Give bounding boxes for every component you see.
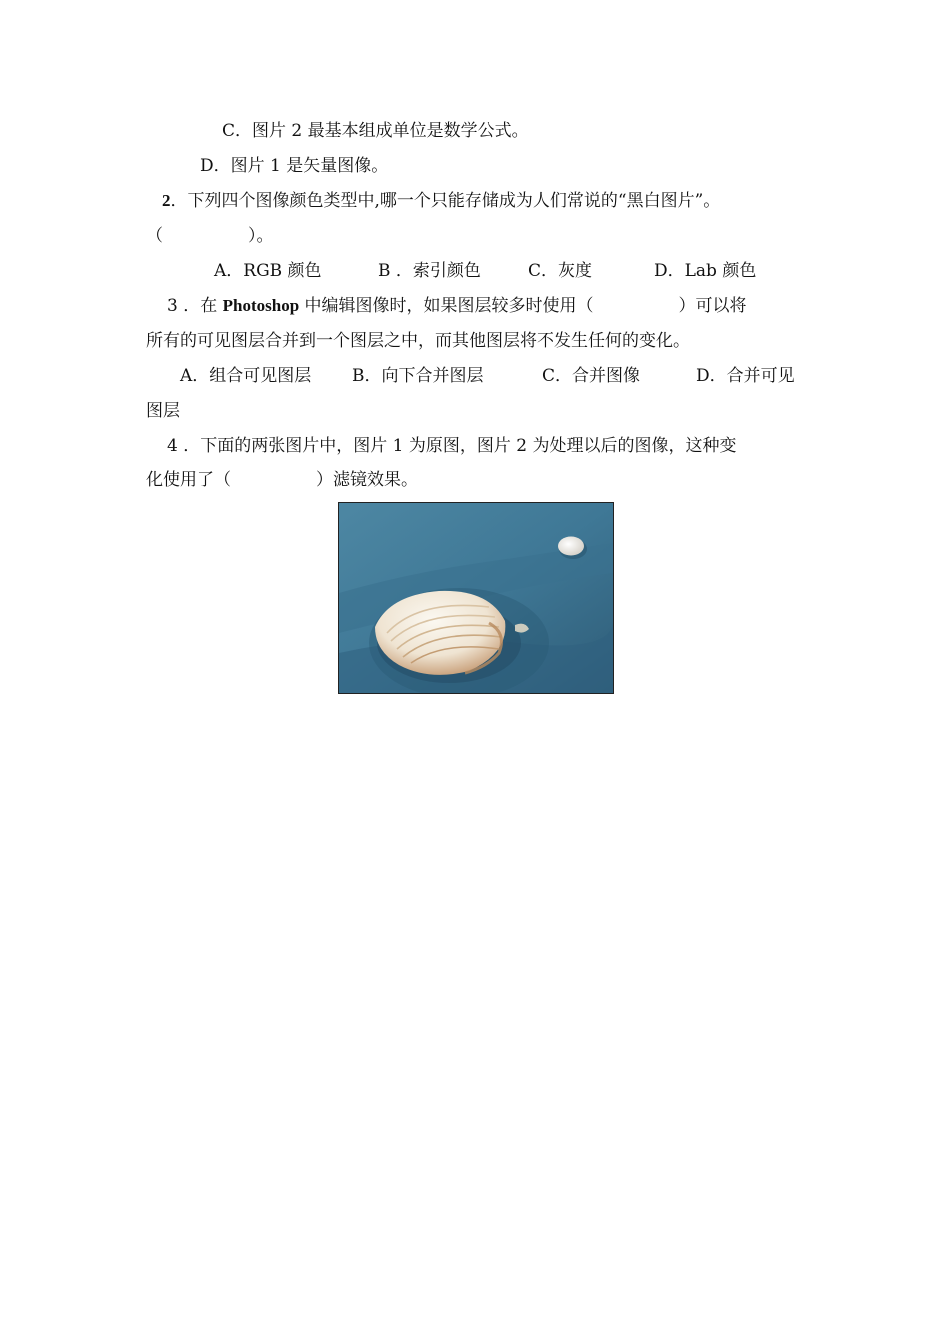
seashell-photo-icon: [339, 503, 613, 693]
q3-suffix: 中编辑图像时，如果图层较多时使用（ ）可以将: [299, 296, 747, 316]
q2-number: 2: [162, 191, 171, 210]
q1-option-c: C．图片 2 最基本组成单位是数学公式。: [222, 121, 529, 141]
q3-option-d-wrap: 图层: [146, 401, 180, 421]
q4-question-line2: 化使用了（ ）滤镜效果。: [146, 470, 418, 490]
q3-app-name: Photoshop: [222, 296, 300, 315]
q3-option-c: C．合并图像: [542, 366, 641, 386]
q3-option-a: A．组合可见图层: [180, 366, 312, 386]
q2-text: ．下列四个图像颜色类型中,哪一个只能存储成为人们常说的“黑白图片”。: [170, 191, 721, 211]
q3-question-line2: 所有的可见图层合并到一个图层之中，而其他图层将不发生任何的变化。: [146, 331, 690, 351]
q3-prefix: 3 ．在: [167, 296, 223, 316]
q2-question-line2: （ ）。: [146, 226, 274, 246]
q2-question-line1: [162, 190, 720, 212]
q2-option-a: A．RGB 颜色: [214, 261, 322, 281]
q4-question-line1: 4 ．下面的两张图片中，图片 1 为原图，图片 2 为处理以后的图像，这种变: [167, 436, 737, 456]
q3-option-b: B．向下合并图层: [352, 366, 484, 386]
q2-option-b: B ．索引颜色: [378, 261, 481, 281]
q1-option-d: D．图片 1 是矢量图像。: [200, 156, 389, 176]
q2-option-d: D．Lab 颜色: [654, 261, 757, 281]
q2-option-c: C．灰度: [528, 261, 593, 281]
q3-question-line1: [167, 295, 747, 317]
seashell-photo-figure: [338, 502, 614, 694]
q3-option-d: D．合并可见: [696, 366, 795, 386]
